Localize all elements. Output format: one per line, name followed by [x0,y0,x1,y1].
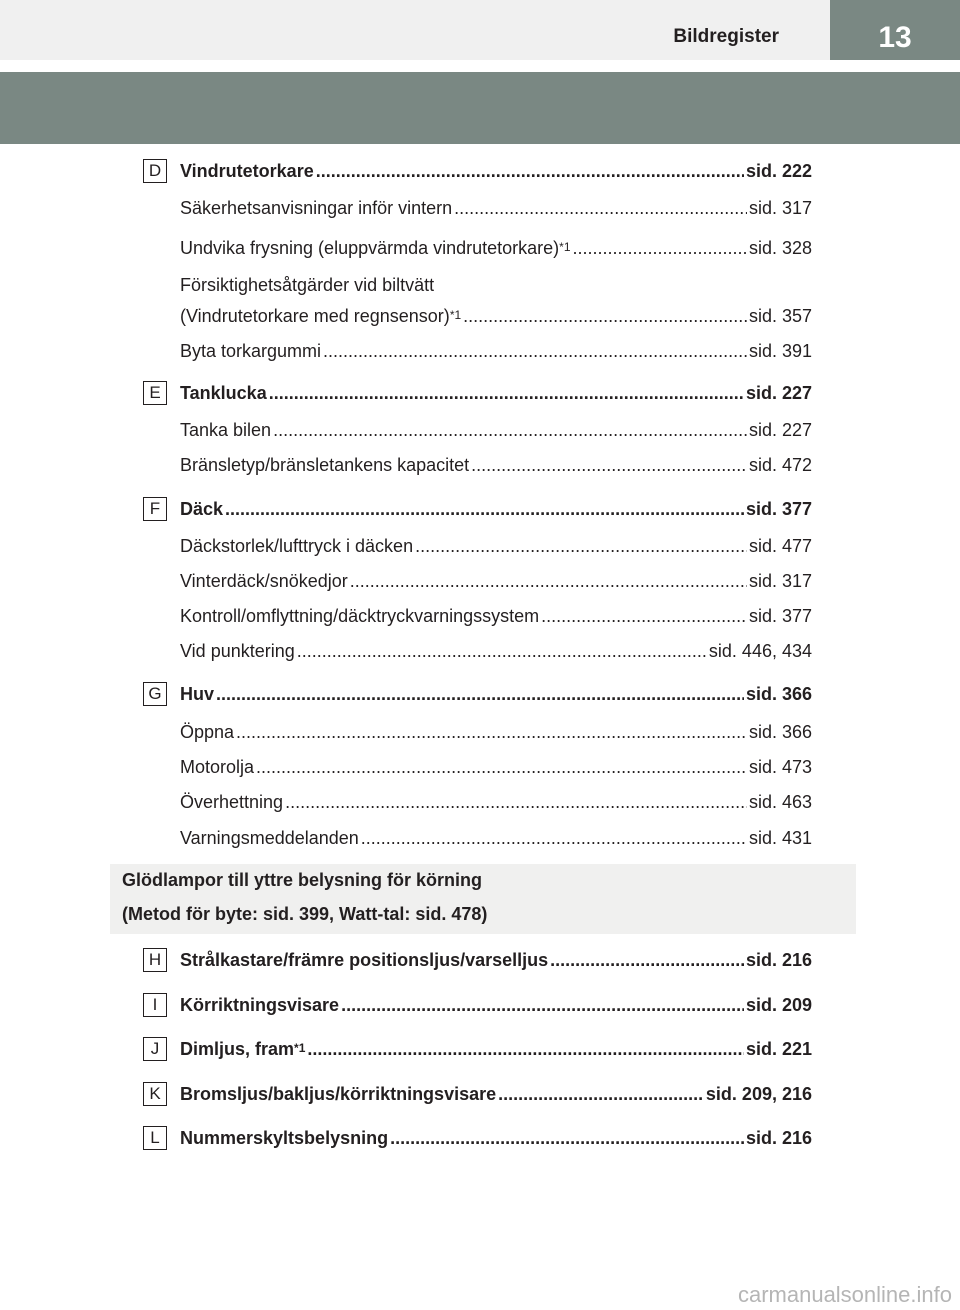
entry-label: Bromsljus/bakljus/körriktningsvisare [180,1084,497,1104]
entry-page: sid. 216 [745,1128,812,1148]
index-entry-sub [180,451,812,479]
dot-leader [573,234,747,262]
section-letter-i: I [143,993,167,1017]
dot-leader [415,532,747,560]
entry-label: Vindrutetorkare [180,161,314,181]
dot-leader [236,718,747,746]
entry-label: Överhettning [180,792,284,812]
index-entry-sub [180,337,812,365]
dot-leader [454,194,747,222]
index-entry-sub [180,567,812,595]
entry-page: sid. 377 [745,499,812,519]
index-entry-main [180,991,812,1019]
entry-label: Nummerskyltsbelysning [180,1128,389,1148]
entry-page: sid. 477 [748,536,812,556]
entry-page: sid. 227 [745,383,812,403]
index-entry-main [180,379,812,407]
dot-leader [323,337,747,365]
section-letter-g: G [143,682,167,706]
dot-leader [341,991,744,1019]
entry-label: Säkerhetsanvisningar inför vintern [180,198,453,218]
entry-page: sid. 366 [748,722,812,742]
section-letter-f: F [143,497,167,521]
dot-leader [361,824,747,852]
dot-leader [463,302,747,330]
entry-label: Öppna [180,722,235,742]
entry-page: sid. 377 [748,606,812,626]
section-letter-h: H [143,948,167,972]
entry-page: sid. 431 [748,828,812,848]
index-entry-main [180,1124,812,1152]
entry-label: Byta torkargummi [180,341,322,361]
index-entry-sub [180,788,812,816]
entry-label: Bränsletyp/bränsletankens kapacitet [180,455,470,475]
entry-page: sid. 446, 434 [708,641,812,661]
index-entry-sub [180,602,812,630]
dot-leader [541,602,747,630]
entry-page: sid. 227 [748,420,812,440]
entry-label: Huv [180,684,215,704]
dot-leader [297,637,707,665]
entry-label: Varningsmeddelanden [180,828,359,848]
entry-page: sid. 317 [748,571,812,591]
section-letter-e: E [143,381,167,405]
entry-page: sid. 391 [748,341,812,361]
dot-leader [225,495,744,523]
section-letter-j: J [143,1037,167,1061]
index-entry-sub [180,194,812,222]
entry-page: sid. 209 [745,995,812,1015]
dot-leader [350,567,747,595]
entry-page: sid. 216 [745,950,812,970]
entry-label: Däck [180,499,224,519]
entry-label: Dimljus, fram [180,1039,295,1059]
index-entry-main [180,946,812,974]
entry-label: Tanklucka [180,383,267,403]
bulb-box-title: Glödlampor till yttre belysning för körning [122,870,483,890]
entry-page: sid. 472 [748,455,812,475]
entry-label: Undvika frysning (eluppvärmda vindrutetorkare) [180,238,560,258]
dot-leader [498,1080,704,1108]
index-entry-sub [180,718,812,746]
entry-page: sid. 328 [748,238,812,258]
entry-page: sid. 221 [745,1039,812,1059]
index-entry-sub: Undvika frysning (eluppvärmda vindrutetorkare) $^{*1}$ ..... sid. 328 [180,234,812,262]
entry-page: sid. 222 [745,161,812,181]
entry-page: sid. 366 [745,684,812,704]
entry-label: Strålkastare/främre positionsljus/varselljus [180,950,549,970]
index-entry-main [180,157,812,185]
dot-leader [390,1124,744,1152]
header-bar [0,0,960,60]
entry-page: sid. 357 [748,306,812,326]
bulb-info-box [110,864,856,934]
dot-leader [307,1035,744,1063]
entry-page: sid. 463 [748,792,812,812]
dot-leader [269,379,744,407]
header-band [0,72,960,144]
watermark-text: carmanualsonline.info [737,1282,952,1307]
section-letter-d: D [143,159,167,183]
entry-label: Däckstorlek/lufttryck i däcken [180,536,414,556]
index-entry-sub [180,532,812,560]
dot-leader [273,416,747,444]
entry-page: sid. 473 [748,757,812,777]
index-entry-sub: (Vindrutetorkare med regnsensor) $^{*1}$ ..... sid. 357 [180,302,812,330]
entry-page: sid. 209, 216 [705,1084,812,1104]
entry-label: (Vindrutetorkare med regnsensor) [180,306,450,326]
dot-leader [550,946,744,974]
index-entry-main: Dimljus, fram $^{*1}$ ..... sid. 221 [180,1035,812,1063]
index-entry-sub [180,824,812,852]
entry-label: Kontroll/omflyttning/däcktryckvarningssystem [180,606,540,626]
dot-leader [471,451,747,479]
dot-leader [285,788,747,816]
dot-leader [216,680,744,708]
section-title: Bildregister [673,26,779,47]
index-entry-main [180,495,812,523]
index-entry-sub [180,753,812,781]
entry-label-line: Försiktighetsåtgärder vid biltvätt [180,275,435,295]
index-entry-sub [180,637,812,665]
page-number: 13 [830,0,960,60]
entry-label: Tanka bilen [180,420,272,440]
dot-leader [316,157,744,185]
index-entry-main [180,680,812,708]
entry-label: Motorolja [180,757,255,777]
section-letter-l: L [143,1126,167,1150]
bulb-box-subtitle: (Metod för byte: sid. 399, Watt-tal: sid. 478) [122,904,488,924]
entry-label: Vid punktering [180,641,295,661]
entry-page: sid. 317 [748,198,812,218]
index-entry-main [180,1080,812,1108]
index-entry-sub [180,416,812,444]
entry-label: Körriktningsvisare [180,995,340,1015]
dot-leader [256,753,747,781]
section-letter-k: K [143,1082,167,1106]
entry-label: Vinterdäck/snökedjor [180,571,348,591]
